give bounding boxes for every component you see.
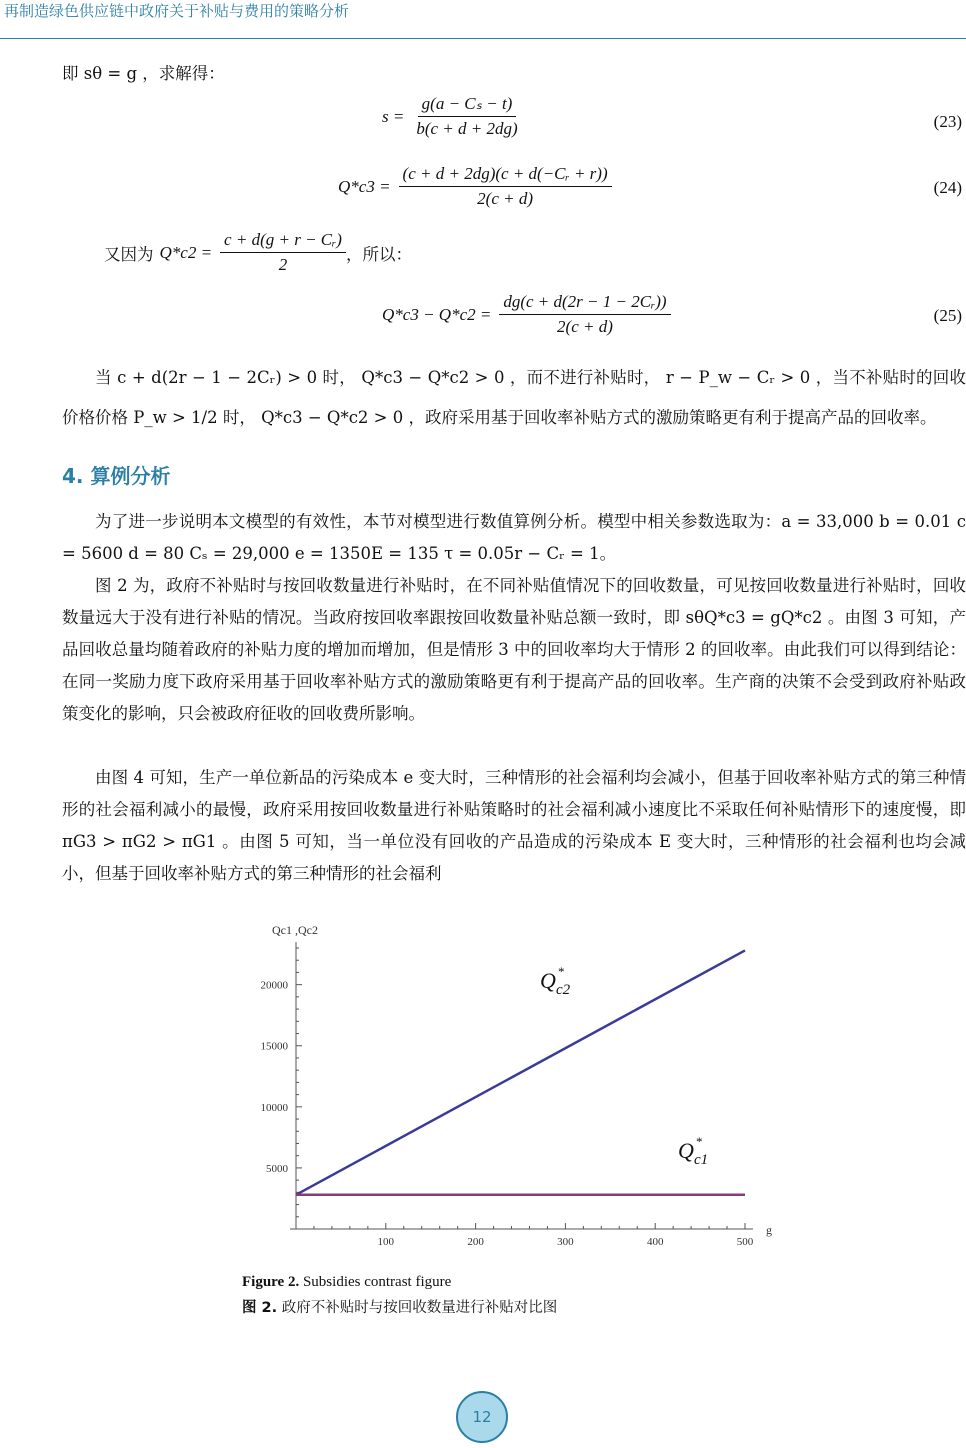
series-label-sup: * (696, 1134, 703, 1149)
caption-en-text: Subsidies contrast figure (299, 1274, 452, 1290)
x-tick-label: 400 (646, 1236, 664, 1248)
y-tick-label: 20000 (260, 979, 288, 992)
x-tick-label: 500 (736, 1236, 754, 1248)
paragraph-figure2: 图 2 为，政府不补贴时与按回收数量进行补贴时，在不同补贴值情况下的回收数量，可见按回收数量进行补贴时，回收数量远大于没有进行补贴的情况。当政府按回收率跟按回收数量补贴总额一致时，即 sθQ*c3 = gQ*c2 。由图 3 可知，产品回收总量均随着政府的补贴力度的增加而增加，但是情形 3 中的回收率均大于情形 2 的回收率。由此我们可以得到结论：在同一奖励力度下政府采用基于回收率补贴方式的激励策略更有利于提高产品的回收率。生产商的决策不会受到政府补贴政策变化的影响，只会被政府征收的回收费所影响。 (62, 576, 966, 723)
caption-zh (242, 1296, 557, 1317)
section-heading: 4. 算例分析 (62, 464, 171, 488)
eq24-lhs: Q*c3 = (338, 176, 391, 196)
paragraph-figure4: 由图 4 可知，生产一单位新品的污染成本 e 变大时，三种情形的社会福利均会减小，但基于回收率补贴方式的第三种情形的社会福利减小的最慢，政府采用按回收数量进行补贴策略时的社会福利减小速度比不采取任何补贴情形下的速度慢，即 πG3 > πG2 > πG1 。由图 5 可知，当一单位没有回收的产品造成的污染成本 E 变大时，三种情形的社会福利也均会减小，但基于回收率补贴方式的第三种情形的社会福利 (62, 768, 966, 883)
x-axis-label: g (766, 1223, 772, 1237)
since-post: ，所以： (345, 244, 412, 264)
eq25-lhs: Q*c3 − Q*c2 = (382, 304, 492, 324)
x-tick-label: 200 (467, 1236, 484, 1248)
eq24-numerator: (c + d + 2dg)(c + d(−Cᵣ + r)) (399, 164, 612, 187)
since-numerator: c + d(g + r − Cᵣ) (220, 230, 346, 253)
page-number: 12 (456, 1391, 508, 1443)
series-label-sup: * (558, 964, 565, 979)
intro-text: 即 sθ = g ，求解得： (62, 64, 225, 83)
since-pre: 又因为 (104, 244, 154, 264)
eq23-numerator: g(a − Cₛ − t) (418, 94, 517, 117)
caption-en (242, 1274, 451, 1291)
y-tick-label: 10000 (260, 1101, 288, 1114)
eq25-number: (25) (933, 306, 962, 325)
x-tick-label: 300 (557, 1236, 574, 1248)
y-tick-label: 5000 (266, 1162, 288, 1175)
caption-en-label: Figure 2. (242, 1274, 300, 1290)
x-tick-label: 100 (377, 1236, 395, 1248)
series-label-sub: c2 (556, 982, 571, 998)
paragraph-parameters: 为了进一步说明本文模型的有效性，本节对模型进行数值算例分析。模型中相关参数选取为：a = 33,000 b = 0.01 c = 5600 d = 80 Cₛ = 29,000 e = 1350E = 135 τ = 0.05r − Cᵣ = 1。 (62, 512, 966, 563)
paragraph-condition: 当 c + d(2r − 1 − 2Cᵣ) > 0 时， Q*c3 − Q*c2 > 0 ，而不进行补贴时， r − P_w − Cᵣ > 0 ，当不补贴时的回收价格价格 P_w > 1/2 时， Q*c3 − Q*c2 > 0 ，政府采用基于回收率补贴方式的激励策略更有利于提高产品的回收率。 (62, 368, 966, 427)
caption-zh-text: 政府不补贴时与按回收数量进行补贴对比图 (277, 1300, 558, 1316)
y-axis-label: Qc1 ,Qc2 (272, 923, 318, 937)
eq23-lhs: s = (382, 106, 405, 126)
eq25-numerator: dg(c + d(2r − 1 − 2Cᵣ)) (499, 292, 670, 315)
eq25-denominator: 2(c + d) (557, 317, 613, 336)
series-label-sub: c1 (694, 1152, 709, 1168)
eq24-number: (24) (933, 178, 962, 197)
series-label-c1: Q (678, 1138, 694, 1163)
eq23-denominator: b(c + d + 2dg) (416, 119, 518, 138)
caption-zh-label: 图 2. (242, 1300, 278, 1316)
eq24-denominator: 2(c + d) (477, 189, 533, 208)
running-header: 再制造绿色供应链中政府关于补贴与费用的策略分析 (4, 2, 350, 20)
series-label-c2: Q (540, 968, 556, 993)
y-tick-label: 15000 (260, 1040, 288, 1053)
since-denominator: 2 (278, 255, 288, 274)
since-lhs: Q*c2 = (159, 242, 213, 262)
eq23-number: (23) (933, 112, 962, 131)
